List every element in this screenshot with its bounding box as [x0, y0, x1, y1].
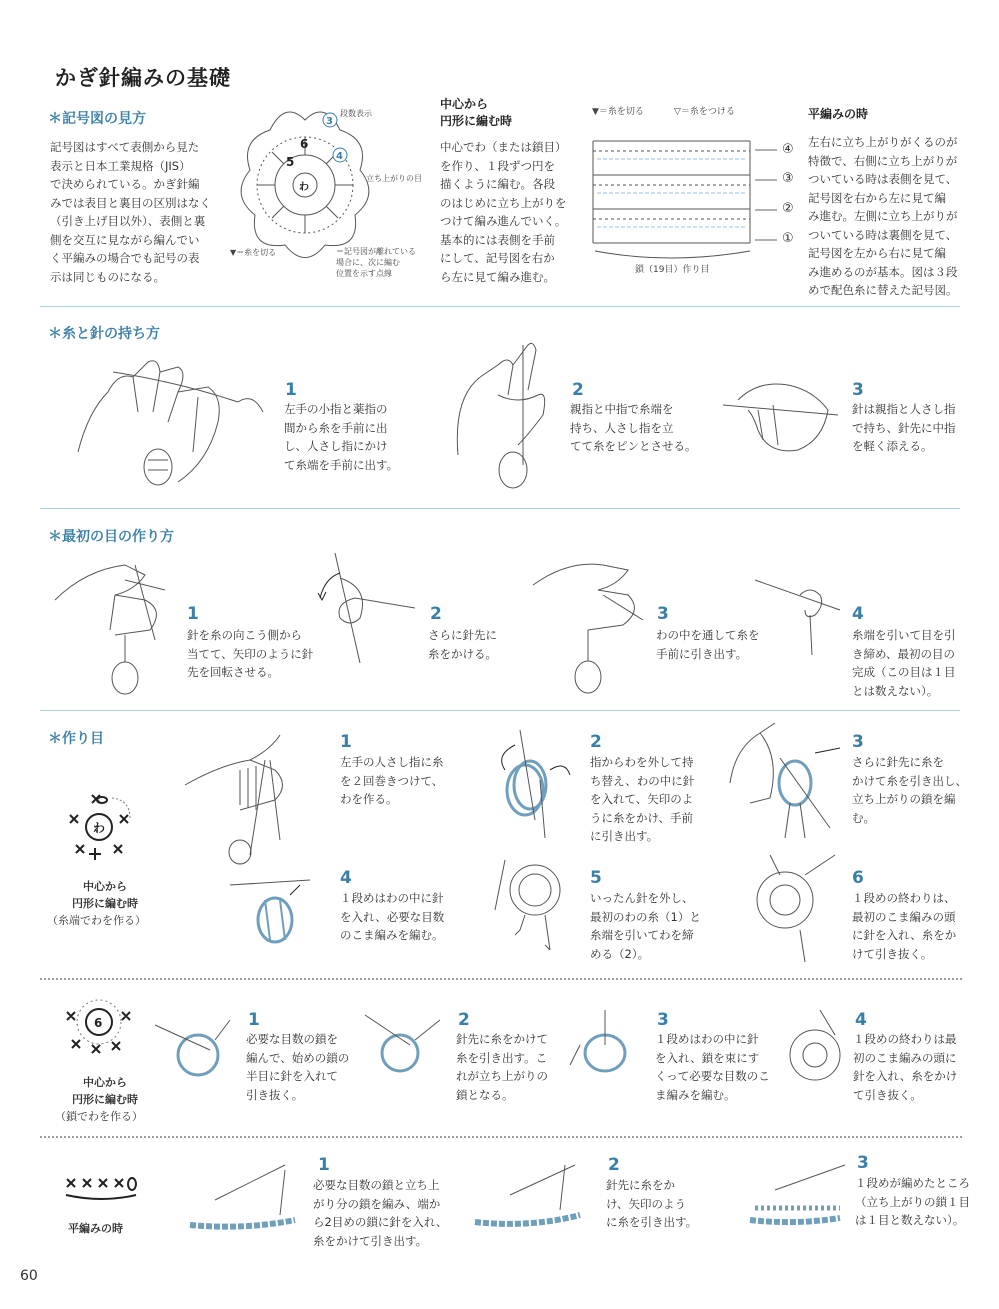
flat-heading: 平編みの時 — [808, 107, 869, 121]
section-divider — [40, 710, 960, 711]
flat-foundation-step-1-num: 1 — [318, 1155, 330, 1175]
flat-foundation-step-2-num: 2 — [608, 1155, 620, 1175]
first-stitch-step-2-num: 2 — [430, 604, 442, 624]
ring-yarn-step-3-text: さらに針先に糸を かけて糸を引き出し、 立ち上がりの鎖を編 む。 — [852, 755, 967, 825]
ring-chain-illustration-1 — [150, 1010, 240, 1085]
flat-foundation-step-2-text: 針先に糸をか け、矢印のよう に糸を引き出す。 — [606, 1178, 698, 1229]
section-heading-symbols: ＊記号図の見方 — [48, 111, 146, 127]
ring-yarn-illustration-4 — [225, 875, 335, 955]
circle-body: 中心でわ（または鎖目） を作り、１段ずつ円を 描くように編む。各段 のはじめに立ち上がりを つけて編み進んでいく。 基本的には表側を手前 にして、記号図を右か ら左に見て編み進む。 — [440, 140, 567, 284]
legend-cut: ▼＝糸を切る — [592, 107, 644, 117]
ring-yarn-illustration-3 — [720, 718, 850, 843]
first-stitch-step-4-text: 糸端を引いて目を引 き締め、最初の目の 完成（この目は１目 とは数えない）。 — [852, 628, 956, 698]
ring-yarn-sub: （糸端でわを作る） — [47, 914, 146, 927]
ring-chain-step-1-text: 必要な目数の鎖を 編んで、始めの鎖の 半目に針を入れて 引き抜く。 — [246, 1032, 350, 1102]
ring-chain-sub: （鎖でわを作る） — [55, 1110, 143, 1123]
flat-foundation-illustration-1 — [185, 1160, 305, 1250]
flat-foundation-illustration-3 — [745, 1160, 855, 1240]
holding-illustration-2 — [448, 335, 568, 495]
flat-symbol-diagram — [585, 125, 785, 270]
first-stitch-step-4-num: 4 — [852, 604, 864, 624]
circle-heading: 中心から 円形に編む時 — [440, 97, 513, 128]
first-stitch-step-2-text: さらに針先に 糸をかける。 — [428, 628, 497, 661]
flat-foundation-caption: 平編みの時 — [68, 1222, 123, 1235]
diagram-num-4: 4 — [336, 151, 343, 162]
ring-yarn-step-4-text: １段めはわの中に針 を入れ、必要な目数 のこま編みを編む。 — [340, 891, 445, 942]
diagram-num-3: 3 — [326, 116, 333, 127]
page-number: 60 — [20, 1268, 38, 1284]
label-cut: ▼＝糸を切る — [230, 248, 277, 257]
ring-chain-caption: 中心から 円形に編む時 — [72, 1076, 138, 1106]
ring-chain-center: 6 — [94, 1016, 103, 1030]
flat-foundation-step-1-text: 必要な目数の鎖と立ち上 がり分の鎖を編み、端か ら2目めの鎖に針を入れ、 糸をかけて引き出す。 — [313, 1178, 448, 1248]
flat-body: 左右に立ち上がりがくるのが 特徴で、右側に立ち上がりが ついている時は表側を見て、 記号図を右から左に見て編 み進む。左側に立ち上がりが ついている時は裏側を見て、 記号図を左から右に見て編 み進めるのが基本。図は３段 めで配色糸に替えた記号図。 — [808, 135, 958, 297]
first-stitch-step-3-num: 3 — [657, 604, 669, 624]
ring-chain-step-3-num: 3 — [657, 1010, 669, 1030]
ring-yarn-step-2-num: 2 — [590, 732, 602, 752]
ring-yarn-illustration-6 — [735, 850, 845, 965]
diagram-center-wa: わ — [299, 182, 309, 193]
ring-yarn-center: わ — [93, 821, 106, 835]
ring-yarn-step-3-num: 3 — [852, 732, 864, 752]
ring-yarn-illustration-5 — [490, 850, 585, 960]
holding-step-3-text: 針は親指と人さし指 で持ち、針先に中指 を軽く添える。 — [852, 402, 956, 453]
label-row-count: 段数表示 — [340, 109, 372, 118]
ring-yarn-step-5-text: いったん針を外し、 最初のわの糸（1）と 糸端を引いてわを締 める（2）。 — [590, 891, 701, 961]
first-stitch-step-1-num: 1 — [187, 604, 199, 624]
flat-row-2: ② — [782, 201, 794, 216]
ring-yarn-step-4-num: 4 — [340, 868, 352, 888]
flat-foundation-step-3-text: １段めが編めたところ （立ち上がりの鎖１目 は１目と数えない）。 — [855, 1176, 970, 1227]
first-stitch-illustration-3 — [528, 555, 653, 695]
ring-yarn-step-6-num: 6 — [852, 868, 864, 888]
ring-yarn-step-2-text: 指からわを外して持 ち替え、わの中に針 を入れて、矢印のよ うに糸をかけ、手前 に引き出す。 — [590, 755, 695, 843]
flat-row-3: ③ — [782, 171, 794, 186]
ring-chain-step-1-num: 1 — [248, 1010, 260, 1030]
section-heading-first-stitch: ＊最初の目の作り方 — [48, 529, 174, 545]
holding-step-2-num: 2 — [572, 380, 584, 400]
ring-chain-step-2-text: 針先に糸をかけて 糸を引き出す。こ れが立ち上がりの 鎖となる。 — [456, 1032, 548, 1102]
diagram-num-5: 5 — [286, 155, 295, 169]
flat-foundation-symbol — [62, 1175, 147, 1205]
ring-yarn-step-5-num: 5 — [590, 868, 602, 888]
flat-foundation-step-3-num: 3 — [857, 1153, 869, 1173]
first-stitch-step-3-text: わの中を通して糸を 手前に引き出す。 — [656, 628, 760, 661]
page-title: かぎ針編みの基礎 — [55, 66, 231, 90]
ring-chain-illustration-2 — [360, 1005, 455, 1085]
section-heading-foundation: ＊作り目 — [48, 731, 104, 747]
label-dotted: ＝記号図が離れている 場合に、次に編む 位置を示す点線 — [336, 247, 416, 278]
holding-step-1-text: 左手の小指と薬指の 間から糸を手前に出 し、人さし指にかけ て糸端を手前に出す。 — [284, 402, 399, 472]
flat-foundation-illustration-2 — [470, 1160, 590, 1250]
ring-yarn-illustration-2 — [485, 720, 585, 840]
first-stitch-illustration-1 — [55, 560, 180, 695]
first-stitch-step-1-text: 針を糸の向こう側から 当てて、矢印のように針 先を回転させる。 — [187, 628, 314, 679]
section-heading-holding: ＊糸と針の持ち方 — [48, 326, 160, 342]
section-divider — [40, 508, 960, 509]
section-divider — [40, 306, 960, 307]
ring-chain-step-4-num: 4 — [855, 1010, 867, 1030]
first-stitch-illustration-4 — [750, 570, 850, 660]
ring-yarn-step-1-num: 1 — [340, 732, 352, 752]
ring-chain-step-4-text: １段めの終わりは最 初のこま編みの頭に 針を入れ、糸をかけ て引き抜く。 — [853, 1032, 958, 1102]
ring-chain-step-2-num: 2 — [458, 1010, 470, 1030]
holding-step-2-text: 親指と中指で糸端を 持ち、人さし指を立 てて糸をピンとさせる。 — [570, 402, 697, 453]
flat-row-1: ① — [782, 231, 794, 246]
holding-illustration-1 — [78, 352, 278, 492]
holding-step-3-num: 3 — [852, 380, 864, 400]
flat-row-4: ④ — [782, 142, 794, 157]
subsection-divider — [40, 978, 962, 980]
diagram-num-6: 6 — [300, 137, 309, 151]
label-rise: 立ち上がりの目 — [366, 174, 422, 183]
ring-chain-illustration-4 — [780, 1005, 860, 1090]
ring-yarn-step-1-text: 左手の人さし指に糸 を２回巻きつけて、 わを作る。 — [340, 755, 444, 806]
legend-attach: ▽＝糸をつける — [674, 107, 735, 117]
ring-yarn-step-6-text: １段めの終わりは、 最初のこま編みの頭 に針を入れ、糸をか けて引き抜く。 — [852, 891, 957, 961]
subsection-divider — [40, 1136, 962, 1138]
symbols-body: 記号図はすべて表側から見た 表示と日本工業規格（JIS） で決められている。かぎ針編 みでは表目と裏目の区別はなく （引き上げ目以外）、表側と裏 側を交互に見ながら編んでい く平編みの場合でも記号の表 示は同じものになる。 — [50, 140, 211, 284]
ring-yarn-illustration-1 — [180, 730, 330, 860]
holding-step-1-num: 1 — [285, 380, 297, 400]
ring-chain-step-3-text: １段めはわの中に針 を入れ、鎖を束にす くって必要な目数のこ ま編みを編む。 — [655, 1032, 770, 1102]
first-stitch-illustration-2 — [310, 548, 420, 668]
ring-chain-illustration-3 — [560, 1005, 655, 1085]
ring-yarn-caption: 中心から 円形に編む時 — [72, 880, 138, 910]
flat-chain-label: 鎖（19目）作り目 — [635, 265, 710, 275]
holding-illustration-3 — [718, 370, 848, 465]
